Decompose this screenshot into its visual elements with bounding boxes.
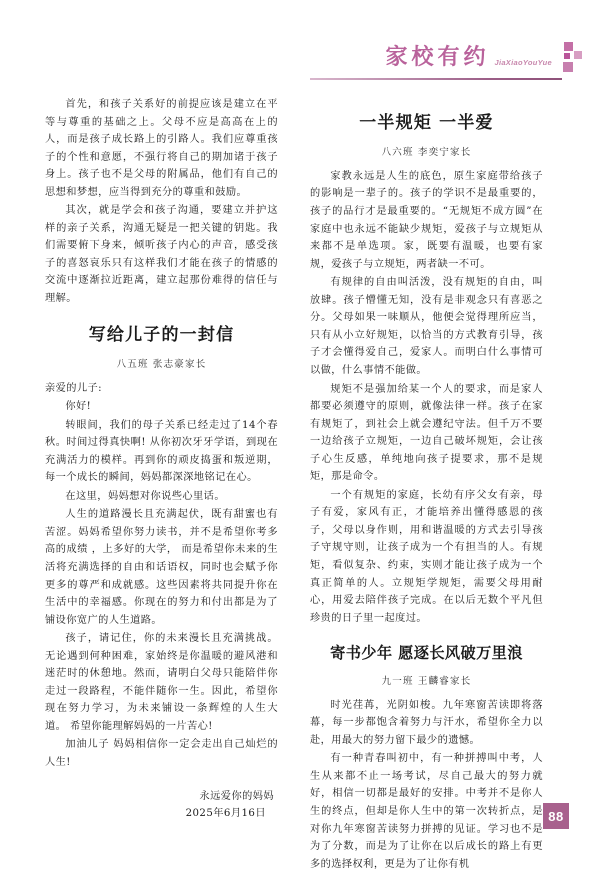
article-continued: [45, 96, 278, 308]
letter-greeting: 你好!: [65, 401, 92, 413]
article-byline: 八六班 李奕宁家长: [381, 146, 472, 158]
paragraph: 家教永远是人生的底色，原生家庭带给孩子的影响是一辈子的。孩子的学识不是最重要的，孩子的品行才是最重要的。“无规矩不成方圆”在家庭中也永远不能缺少规矩，爱孩子与立规矩从来都不是单选项。家，既要有温暖，也要有家规，爱孩子与立规矩，两者缺一不可。: [310, 170, 543, 270]
article-half-rules-half-love: [310, 112, 543, 627]
article-title: 写给儿子的一封信: [88, 324, 235, 345]
paragraph: 有规律的自由叫活泼，没有规矩的自由，叫放肆。孩子懵懂无知，没有是非观念只有喜恶之分。父母如果一味顺从，他便会觉得理所应当，只有从小立好规矩，以恰当的方式教育引导，孩子才会懂得爱自己，爱家人。而明白什么事情可以做，什么事情不能做。: [310, 277, 543, 376]
page-title-pinyin: JiaXiaoYouYue: [494, 57, 552, 67]
header-squares-decoration-icon: [554, 42, 582, 72]
header-title-group: [385, 46, 552, 68]
page-header: [0, 0, 600, 92]
paragraph: 首先，和孩子关系好的前提应该是建立在平等与尊重的基础之上。父母不应是高高在上的人，而是孩子成长路上的引路人。我们应尊重孩子的个性和意愿，不强行将自己的期加诸于孩子身上。孩子也不是父母的附属品，他们有自己的思想和梦想，应当得到充分的尊重和鼓励。: [45, 99, 278, 198]
deco-square-1: [564, 42, 573, 51]
paragraph: 时光荏苒，光阴如梭。九年寒窗苦读即将落幕，每一步都饱含着努力与汗水，希望你全力以赴，用最大的努力留下最少的遗憾。: [310, 699, 543, 746]
article-byline: 八五班 张志豪家长: [116, 358, 207, 370]
deco-square-2: [574, 51, 582, 59]
page-title: 家校有约: [385, 44, 490, 70]
paragraph: 加油儿子 妈妈相信你一定会走出自己灿烂的人生!: [45, 739, 278, 768]
article-young-scholar: [310, 643, 543, 873]
letter-signature-date: 2025年6月16日: [185, 808, 266, 820]
letter-signature-block: [45, 788, 278, 823]
page-body: [0, 96, 600, 870]
paragraph: 转眼间，我们的母子关系已经走过了14个春秋。时间过得真快啊! 从你初次牙牙学语，到现在充满活力的模样。再到你的顽皮捣蛋和叛逆期，每一个成长的瞬间，妈妈都深深地铭记在心。: [45, 419, 278, 484]
page-number-badge: 88: [543, 803, 569, 829]
deco-square-4: [563, 62, 573, 72]
paragraph: 人生的道路漫长且充满起伏，既有甜蜜也有苦涩。妈妈希望你努力读书，并不是希望你考多高的成绩 ，上多好的大学， 而是希望你未来的生活将充满选择的自由和话语权，同时也会赋予你更多的尊严和成就感。这些因素将共同提升你在生活中的幸福感。你现在的努力和付出都是为了铺设你宽广的人生道路。: [45, 509, 278, 626]
article-title: 寄书少年 愿逐长风破万里浪: [330, 644, 523, 663]
letter-salutation: 亲爱的儿子:: [45, 382, 103, 394]
header-divider-rule: [310, 78, 562, 80]
right-column: [310, 96, 543, 877]
paragraph: 规矩不是强加给某一个人的要求，而是家人都要必须遵守的原则，就像法律一样。孩子在家有规矩了，到社会上就会遵纪守法。但千万不要一边给孩子立规矩，一边自己破坏规矩，会让孩子心生反感，单纯地向孩子提要求，那不是规矩，那是命令。: [310, 383, 543, 483]
article-letter-to-son: [45, 324, 278, 823]
deco-square-3: [564, 53, 570, 59]
paragraph: 其次，就是学会和孩子沟通，要建立并护这样的亲子关系，沟通无疑是一把关键的钥匙。我们需要俯下身来，倾听孩子内心的声音，感受孩子的喜怒哀乐只有这样我们才能在孩子的情感的交流中逐渐拉近距离，建立起那份难得的信任与理解。: [45, 205, 278, 305]
article-byline: 九一班 王麟睿家长: [381, 675, 472, 687]
paragraph: 孩子，请记住，你的未来漫长且充满挑战。无论遇到何种困难，家始终是你温暖的避风港和迷茫时的休憩地。然而，请明白父母只能陪伴你走过一段路程，不能伴随你一生。因此，希望你现在努力学习，为未来铺设一条辉煌的人生大道。 希望你能理解妈妈的一片苦心!: [45, 633, 278, 732]
left-column: [45, 96, 278, 827]
paragraph: 在这里，妈妈想对你说些心里话。: [65, 490, 225, 502]
letter-signature-name: 永远爱你的妈妈: [199, 790, 274, 802]
article-title: 一半规矩 一半爱: [359, 113, 494, 133]
paragraph: 一个有规矩的家庭，长幼有序父女有亲，母子有爱，家风有正，才能培养出懂得感恩的孩子，父母以身作则，用和谐温暖的方式去引导孩子守规守则，让孩子成为一个有担当的人。有规矩，看似复杂、约束，实则才能让孩子成为一个真正简单的人。立规矩学规矩，需要父母用耐心，用爱去陪伴孩子完成。在以后无数个平凡但珍贵的日子里一起度过。: [310, 489, 543, 624]
paragraph: 有一种青春叫初中，有一种拼搏叫中考，人生从来都不止一场考试，尽自己最大的努力就好，相信一切都是最好的安排。中考并不是你人生的终点，但却是你人生中的第一次转折点，是对你九年寒窗苦读努力拼搏的见证。学习也不是为了分数，而是为了让你在以后成长的路上有更多的选择权利，更是为了让你有机: [310, 753, 543, 870]
